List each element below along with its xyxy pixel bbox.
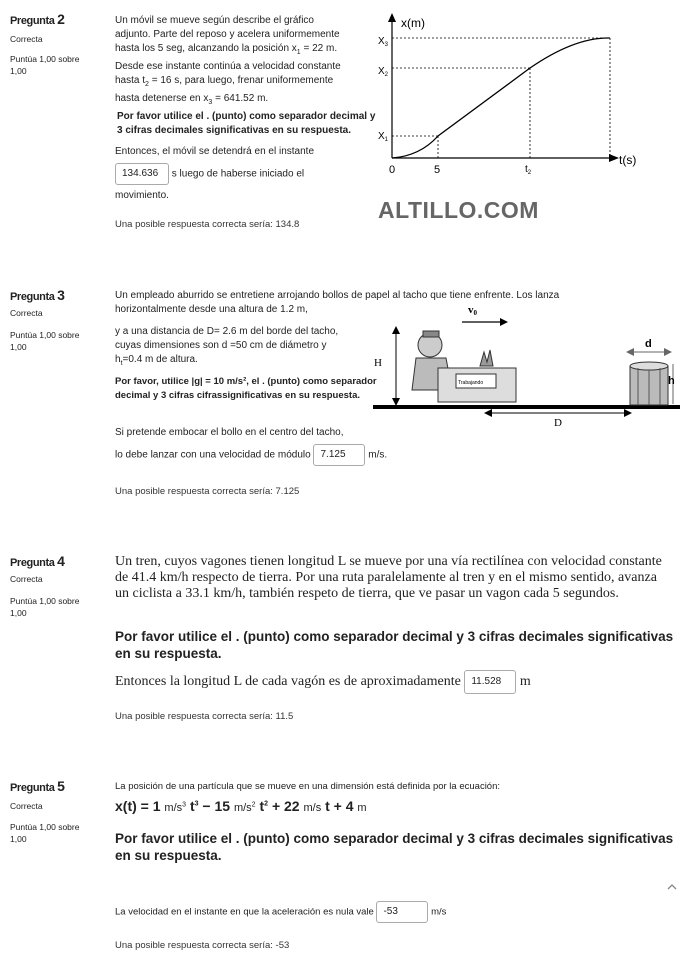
H-label: H — [374, 357, 382, 369]
chevron-up-icon[interactable] — [666, 880, 678, 892]
instruction-text: Por favor utilice el . (punto) como separador decimal y 3 cifras decimales significativas en su respuesta. — [115, 831, 674, 863]
answer-prompt: Si pretende embocar el bollo en el centro del tacho, — [115, 427, 344, 438]
question-text: Un tren, cuyos vagones tienen longitud L se mueve por una vía rectilínea con velocidad constante de 41.4 km/h respecto de tierra. Por una ruta paralelamente al tren y en el mismo sentido, avanza un ciclista a 33.1 km/h, también respeto de tierra, que ve pasar un vagon cada 5 segundos. — [115, 554, 662, 601]
D-label: D — [554, 417, 562, 429]
question-score: Puntúa 1,00 sobre 1,00 — [10, 54, 80, 76]
correct-answer: Una posible respuesta correcta sería: -53 — [115, 940, 290, 951]
answer-prompt: La velocidad en el instante en que la aceleración es nula vale — [115, 906, 374, 918]
v0-label: v0 — [468, 304, 477, 317]
question-score: Puntúa 1,00 sobre 1,00 — [10, 330, 80, 352]
question-status: Correcta — [10, 801, 43, 811]
tick-5-label: 5 — [434, 164, 441, 176]
answer-prompt: Entonces, el móvil se detendrá en el instante — [115, 146, 315, 157]
instruction-text: Por favor, utilice |g| = 10 m/s², el . (punto) como separador decimal y 3 cifras cifrassignificativas en su respuesta. — [115, 376, 377, 401]
h-label: h — [668, 375, 675, 387]
answer-input[interactable]: 7.125 — [313, 444, 365, 466]
answer-prompt-2: lo debe lanzar con una velocidad de módulo — [115, 449, 311, 461]
question-number: Pregunta 5 — [10, 778, 65, 794]
answer-suffix: s luego de haberse iniciado el — [171, 168, 305, 180]
question-text-2: y a una distancia de D= 2.6 m del borde del tacho, cuyas dimensiones son d =50 cm de diámetro y $h_t=0.4$ m de altura. — [115, 326, 339, 367]
desk-sign: Trabajando — [458, 380, 484, 386]
watermark: ALTILLO.COM — [378, 197, 539, 223]
instruction-text: Por favor utilice el . (punto) como separador decimal y 3 cifras decimales significativas en su respuesta. — [117, 111, 376, 136]
question-number: Pregunta 4 — [10, 553, 65, 569]
question-status: Correcta — [10, 34, 43, 44]
question-score: Puntúa 1,00 sobre 1,00 — [10, 822, 80, 844]
throw-figure — [368, 300, 688, 430]
answer-input[interactable]: 11.528 — [464, 670, 516, 694]
y-axis-label: x(m) — [401, 16, 425, 30]
equation: x(t) = 1 $m/s^3$ $t^3 - 15$ $m/s^2$ $t^2 + 22$ m/s t + 4 m — [115, 798, 367, 814]
x2-label: $X_2$ — [378, 66, 389, 78]
x3-label: $X_3$ — [378, 36, 389, 48]
d-label: d — [645, 338, 652, 350]
answer-unit: m — [519, 674, 531, 690]
answer-prompt: Entonces la longitud L de cada vagón es de aproximadamente — [115, 674, 461, 690]
answer-input[interactable]: -53 — [376, 901, 428, 923]
question-score: Puntúa 1,00 sobre 1,00 — [10, 596, 80, 618]
question-intro: La posición de una partícula que se mueve en una dimensión está definida por la ecuación: — [115, 781, 501, 792]
position-time-graph — [375, 10, 675, 180]
answer-suffix-2: movimiento. — [115, 190, 169, 201]
x1-label: $X_1$ — [378, 131, 389, 143]
correct-answer: Una posible respuesta correcta sería: 11.5 — [115, 711, 294, 722]
question-status: Correcta — [10, 308, 43, 318]
answer-unit: m/s — [431, 906, 447, 918]
t2-label: $t_2$ — [525, 164, 532, 176]
answer-unit: m/s. — [368, 449, 388, 461]
answer-input[interactable]: 134.636 — [115, 163, 169, 185]
question-text: Un móvil se mueve según describe el gráfico adjunto. Parte del reposo y acelera uniformemente hasta los 5 seg, alcanzando la posición $x_1 = 22$ m. Desde ese instante continúa a velocidad constante hasta $t_2 = 16$ s, para luego, frenar uniformemente hasta detenerse en $x_3 = 641.52$ m. — [115, 15, 341, 106]
trash-bin — [630, 362, 668, 405]
x-axis-label: t(s) — [619, 153, 637, 167]
origin-label: 0 — [389, 164, 396, 176]
worker-illustration — [412, 331, 516, 402]
correct-answer: Una posible respuesta correcta sería: 134.8 — [115, 219, 300, 230]
question-number: Pregunta 3 — [10, 287, 65, 303]
question-status: Correcta — [10, 574, 43, 584]
correct-answer: Una posible respuesta correcta sería: 7.125 — [115, 486, 300, 497]
question-text: Un empleado aburrido se entretiene arrojando bollos de papel al tacho que tiene enfrente. Los lanza horizontalmente desde una altura de 1.2 m, — [115, 290, 560, 315]
instruction-text: Por favor utilice el . (punto) como separador decimal y 3 cifras decimales significativas en su respuesta. — [115, 629, 674, 661]
question-number: Pregunta 2 — [10, 11, 65, 27]
